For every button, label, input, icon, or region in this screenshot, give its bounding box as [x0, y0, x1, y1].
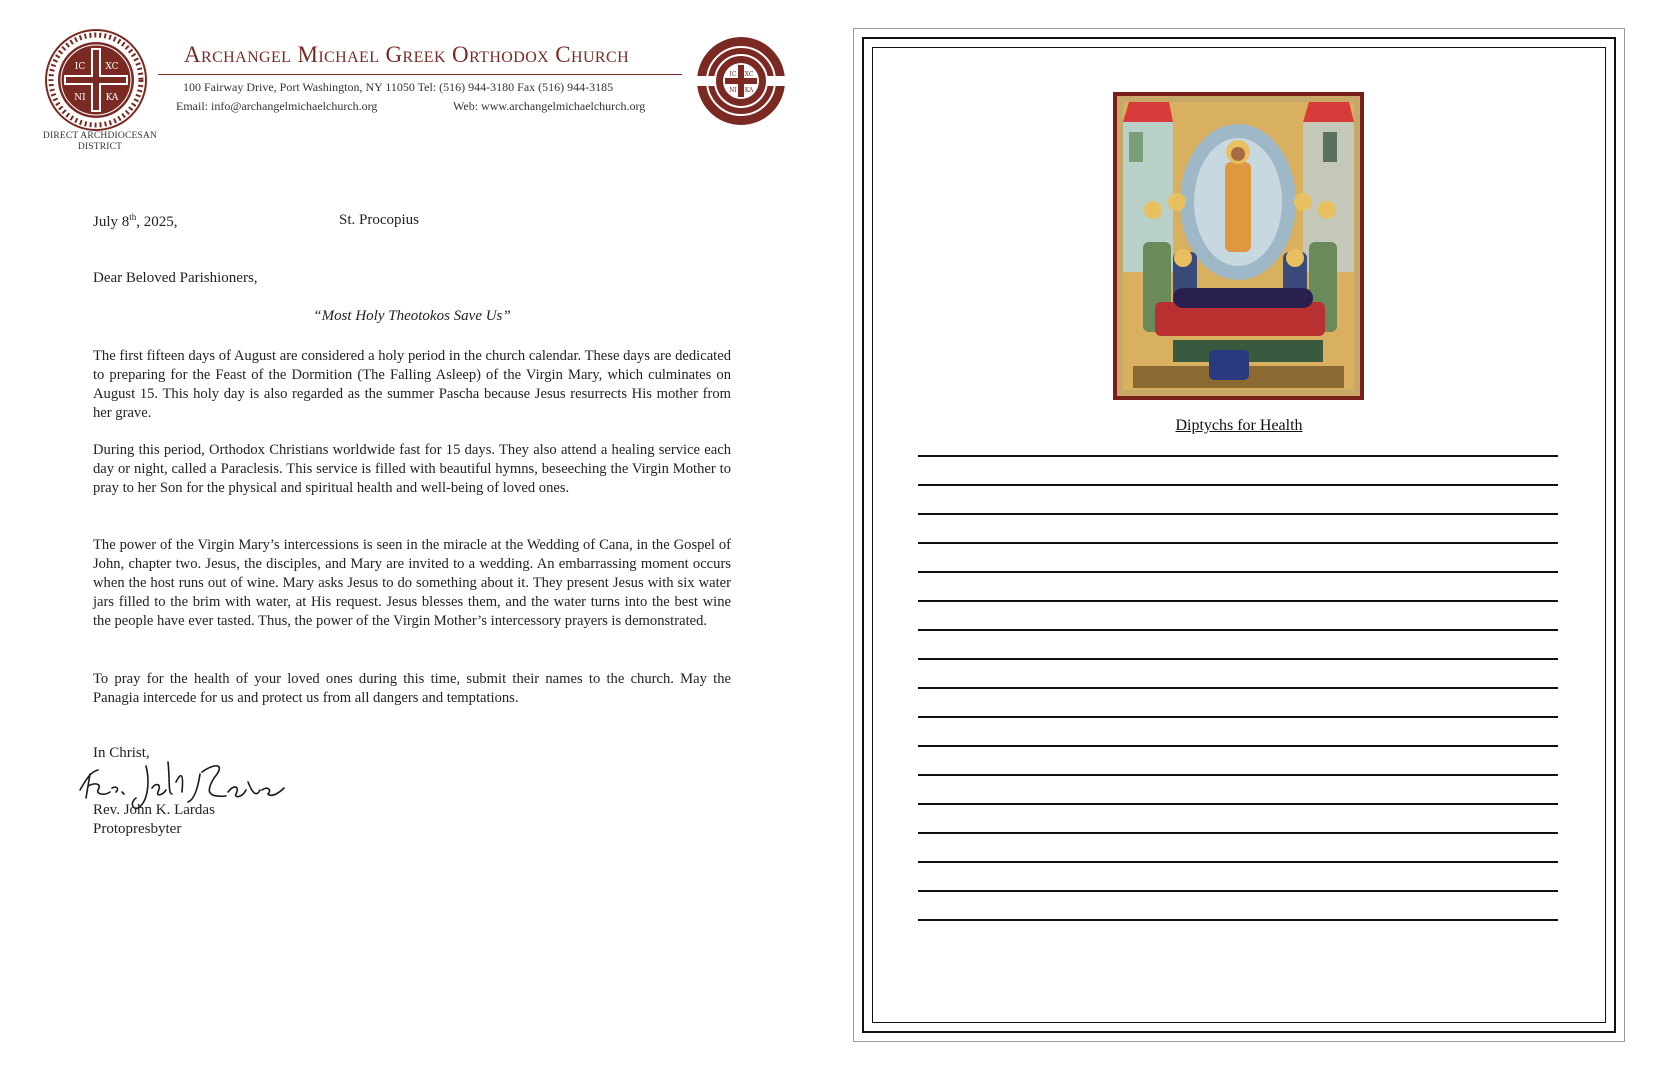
logo-letter: XC	[744, 71, 754, 78]
seal-letter: IC	[74, 62, 86, 72]
name-entry-line[interactable]	[918, 745, 1558, 747]
letter-paragraph: The power of the Virgin Mary’s intercessions is seen in the miracle at the Wedding of Cana, in the Gospel of John, chapter two. Jesus, the disciples, and Mary are invited to a wedding. An embarrassing moment occurs when the host runs out of wine. Mary asks Jesus to do something about it. They present Jesus with six water jars filled to the brim with water, at His request. Jesus blesses them, and the water turns into the best wine the people have ever tasted. Thus, the power of the Virgin Mother’s intercessory prayers is demonstrated.	[93, 537, 731, 629]
name-entry-line[interactable]	[918, 861, 1558, 863]
date-year: , 2025,	[136, 214, 178, 230]
date-main: July 8	[93, 214, 130, 230]
form-title: Diptychs for Health	[1175, 417, 1303, 434]
name-entry-line[interactable]	[918, 455, 1558, 457]
closing: In Christ,	[93, 745, 150, 761]
logo-letter: IC	[729, 71, 737, 78]
church-email: Email: info@archangelmichaelchurch.org	[176, 99, 378, 113]
salutation: Dear Beloved Parishioners,	[93, 270, 258, 286]
church-name: Archangel Michael Greek Orthodox Church	[184, 42, 630, 67]
letter-paragraph: The first fifteen days of August are considered a holy period in the church calendar. These days are dedicated to preparing for the Feast of the Dormition (The Falling Asleep) of the Virgin Mary, which culminates on August 15. This holy day is also regarded as the summer Pascha because Jesus resurrects His mother from her grave.	[93, 348, 731, 421]
seal-letter: NI	[74, 93, 86, 103]
signer-name: Rev. John K. Lardas	[93, 802, 215, 818]
letter-paragraph: To pray for the health of your loved ones during this time, submit their names to the church. May the Panagia intercede for us and protect us from all dangers and temptations.	[93, 671, 731, 706]
seal-letter: KA	[105, 93, 119, 103]
logo-letter: KA	[744, 87, 754, 94]
name-entry-line[interactable]	[918, 890, 1558, 892]
name-entry-line[interactable]	[918, 803, 1558, 805]
name-entry-line[interactable]	[918, 774, 1558, 776]
name-entry-line[interactable]	[918, 513, 1558, 515]
church-address: 100 Fairway Drive, Port Washington, NY 11050 Tel: (516) 944-3180 Fax (516) 944-3185	[183, 80, 614, 94]
letter-date	[93, 212, 178, 231]
letter-paragraph: During this period, Orthodox Christians worldwide fast for 15 days. They also attend a healing service each day or night, called a Paraclesis. This service is filled with beautiful hymns, beseeching the Virgin Mother to pray to her Son for the physical and spiritual health and well-being of loved ones.	[93, 442, 731, 496]
dormition-icon	[1113, 92, 1364, 400]
name-entry-line[interactable]	[918, 484, 1558, 486]
church-logo-icon	[696, 36, 786, 126]
feast-saint: St. Procopius	[339, 212, 420, 228]
name-entry-line[interactable]	[918, 571, 1558, 573]
name-entry-line[interactable]	[918, 658, 1558, 660]
name-entry-line[interactable]	[918, 600, 1558, 602]
name-entry-line[interactable]	[918, 629, 1558, 631]
church-website: Web: www.archangelmichaelchurch.org	[453, 99, 646, 113]
motto: “Most Holy Theotokos Save Us”	[313, 308, 511, 324]
archdiocese-seal-icon	[44, 28, 148, 132]
header-divider	[158, 74, 682, 75]
name-entry-line[interactable]	[918, 832, 1558, 834]
seal-letter: XC	[105, 62, 119, 72]
name-entry-line[interactable]	[918, 542, 1558, 544]
logo-letter: NI	[729, 87, 737, 94]
seal-caption: DIRECT ARCHDIOCESAN DISTRICT	[42, 131, 158, 152]
name-entry-line[interactable]	[918, 687, 1558, 689]
name-entry-line[interactable]	[918, 919, 1558, 921]
church-letter	[0, 0, 820, 1068]
name-entry-line[interactable]	[918, 716, 1558, 718]
signer-title: Protopresbyter	[93, 821, 182, 837]
date-ordinal: th	[129, 212, 137, 222]
